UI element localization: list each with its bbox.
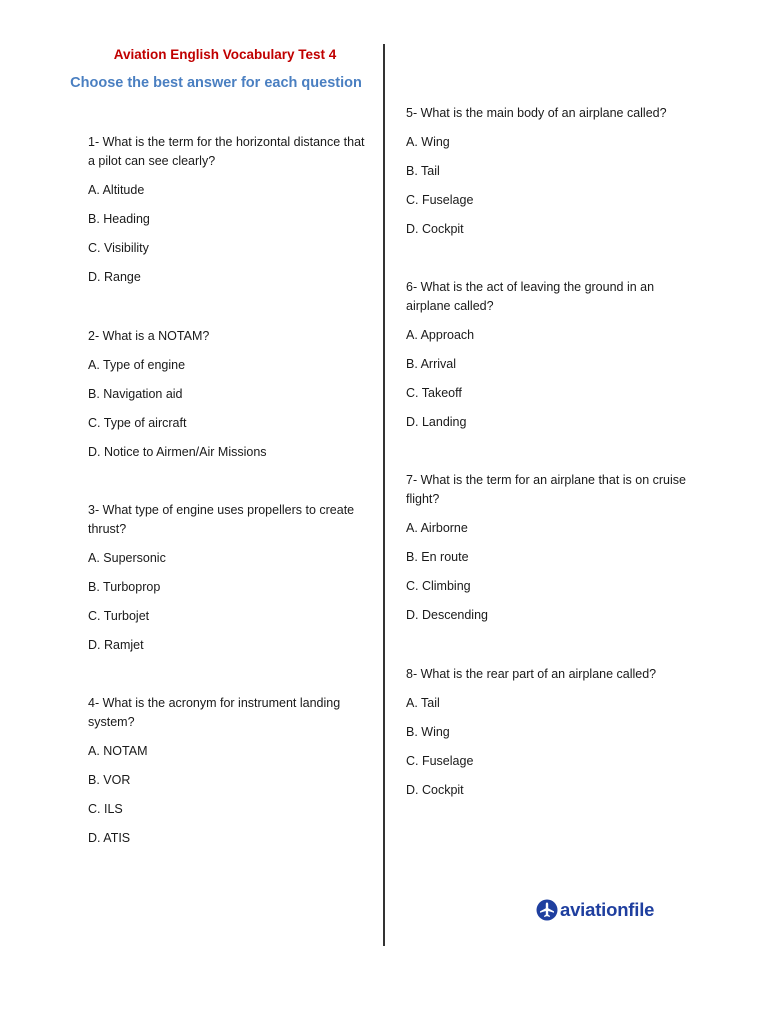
question-3 bbox=[88, 501, 370, 665]
answer-option: B. Navigation aid bbox=[88, 387, 183, 401]
question-1 bbox=[88, 133, 370, 297]
answer-option: C. Fuselage bbox=[406, 754, 474, 768]
answer-option: B. Arrival bbox=[406, 357, 457, 371]
question-text: 7- What is the term for an airplane that is on cruise flight? bbox=[406, 473, 686, 506]
airplane-icon bbox=[536, 899, 558, 921]
question-text: 3- What type of engine uses propellers to create thrust? bbox=[88, 503, 355, 536]
answer-option: C. Type of aircraft bbox=[88, 416, 187, 430]
logo-text: aviationfile bbox=[560, 899, 655, 920]
answer-option: D. Notice to Airmen/Air Missions bbox=[88, 445, 267, 459]
question-text: 5- What is the main body of an airplane called? bbox=[406, 106, 667, 120]
answer-option: A. Altitude bbox=[88, 183, 145, 197]
answer-option: B. En route bbox=[406, 550, 469, 564]
answer-option: B. VOR bbox=[88, 773, 131, 787]
answer-option: B. Turboprop bbox=[88, 580, 161, 594]
answer-option: A. Wing bbox=[406, 135, 450, 149]
answer-option: B. Heading bbox=[88, 212, 150, 226]
page-title: Aviation English Vocabulary Test 4 bbox=[113, 47, 337, 62]
answer-option: C. Visibility bbox=[88, 241, 149, 255]
question-2 bbox=[88, 327, 370, 472]
answer-option: C. Turbojet bbox=[88, 609, 150, 623]
answer-option: D. Cockpit bbox=[406, 783, 464, 797]
answer-option: A. Tail bbox=[406, 696, 440, 710]
answer-option: B. Tail bbox=[406, 164, 440, 178]
answer-option: A. Airborne bbox=[406, 521, 468, 535]
answer-option: A. Supersonic bbox=[88, 551, 166, 565]
question-text: 2- What is a NOTAM? bbox=[88, 329, 210, 343]
question-5 bbox=[406, 104, 686, 249]
answer-option: C. Climbing bbox=[406, 579, 471, 593]
question-4 bbox=[88, 694, 370, 858]
answer-option: A. Approach bbox=[406, 328, 475, 342]
question-text: 1- What is the term for the horizontal distance that a pilot can see clearly? bbox=[88, 135, 365, 168]
answer-option: A. Type of engine bbox=[88, 358, 186, 372]
question-8 bbox=[406, 665, 686, 810]
answer-option: A. NOTAM bbox=[88, 744, 148, 758]
answer-option: D. Cockpit bbox=[406, 222, 464, 236]
answer-option: D. ATIS bbox=[88, 831, 131, 845]
question-6 bbox=[406, 278, 686, 442]
answer-option: C. ILS bbox=[88, 802, 123, 816]
answer-option: D. Descending bbox=[406, 608, 488, 622]
question-text: 4- What is the acronym for instrument landing system? bbox=[88, 696, 341, 729]
answer-option: C. Fuselage bbox=[406, 193, 474, 207]
answer-option: D. Landing bbox=[406, 415, 467, 429]
question-text: 6- What is the act of leaving the ground in an airplane called? bbox=[406, 280, 655, 313]
answer-option: C. Takeoff bbox=[406, 386, 462, 400]
answer-option: D. Ramjet bbox=[88, 638, 144, 652]
answer-option: D. Range bbox=[88, 270, 141, 284]
question-7 bbox=[406, 471, 686, 635]
column-divider bbox=[383, 44, 385, 946]
answer-option: B. Wing bbox=[406, 725, 450, 739]
aviationfile-logo[interactable] bbox=[536, 897, 654, 923]
question-text: 8- What is the rear part of an airplane called? bbox=[406, 667, 657, 681]
instructions-subtitle: Choose the best answer for each question bbox=[70, 75, 362, 91]
